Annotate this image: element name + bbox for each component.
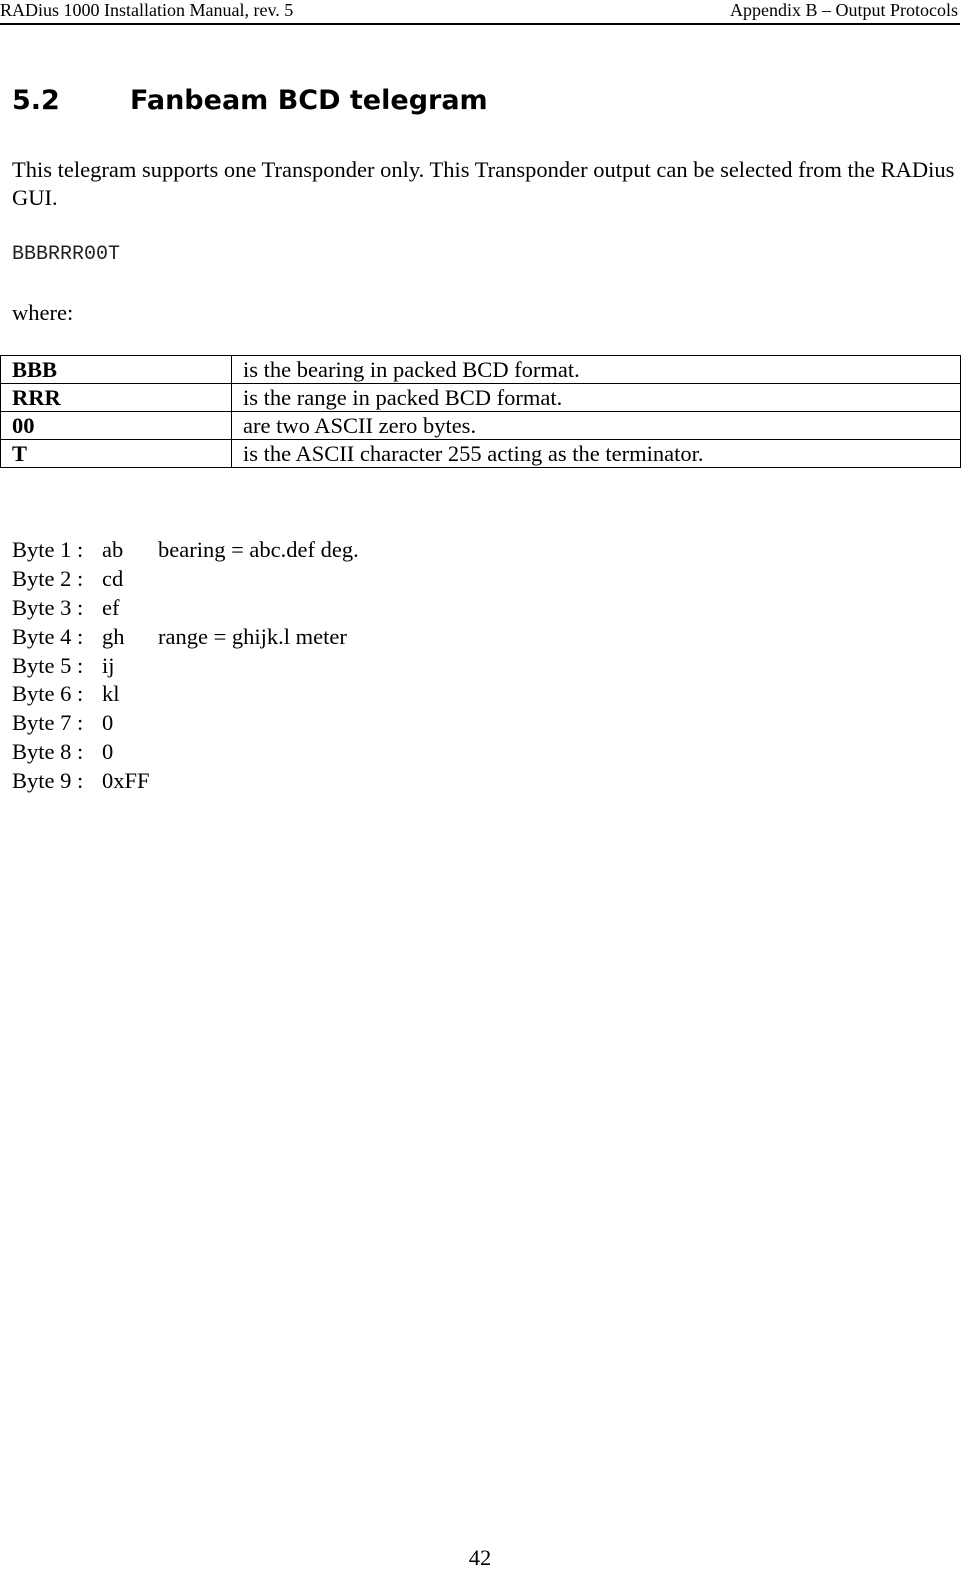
definition-term: BBB (1, 356, 232, 384)
byte-value: ef (102, 594, 120, 620)
byte-label: Byte 2 : (12, 565, 84, 591)
telegram-format-code: BBBRRR00T (12, 243, 121, 266)
definition-term: RRR (1, 384, 232, 412)
byte-value: cd (102, 565, 124, 591)
byte-value: ij (102, 652, 115, 678)
byte-label: Byte 5 : (12, 652, 84, 678)
byte-label: Byte 1 : (12, 537, 84, 562)
definition-description: is the bearing in packed BCD format. (232, 356, 961, 384)
definition-description: are two ASCII zero bytes. (232, 412, 961, 440)
header-appendix-title: Appendix B – Output Protocols (730, 0, 958, 20)
section-title: Fanbeam BCD telegram (130, 85, 488, 116)
where-label: where: (12, 300, 74, 325)
byte-value: gh (102, 623, 125, 649)
byte-label: Byte 3 : (12, 594, 84, 620)
byte-label: Byte 6 : (12, 681, 84, 707)
byte-value: ab (102, 537, 124, 562)
table-row (1, 356, 961, 384)
byte-note: bearing = abc.def deg. (158, 537, 359, 562)
byte-label: Byte 4 : (12, 623, 84, 649)
page-number: 42 (468, 1545, 492, 1570)
table-row (1, 412, 961, 440)
definitions-table (0, 355, 961, 468)
byte-value: kl (102, 681, 120, 707)
byte-note: range = ghijk.l meter (158, 623, 347, 649)
table-row (1, 384, 961, 412)
table-row (1, 440, 961, 468)
byte-label: Byte 8 : (12, 739, 84, 765)
definition-term: T (1, 440, 232, 468)
byte-value: 0 (102, 739, 114, 765)
section-number: 5.2 (12, 85, 60, 116)
intro-paragraph: This telegram supports one Transponder only. This Transponder output can be selected from the RADius GUI. (12, 157, 955, 210)
definition-description: is the ASCII character 255 acting as the terminator. (232, 440, 961, 468)
byte-value: 0 (102, 710, 114, 736)
section-heading (12, 84, 488, 118)
page-header (0, 0, 960, 25)
header-manual-title: RADius 1000 Installation Manual, rev. 5 (0, 0, 294, 20)
byte-label: Byte 7 : (12, 710, 84, 736)
definition-term: 00 (1, 412, 232, 440)
byte-label: Byte 9 : (12, 768, 84, 794)
definition-description: is the range in packed BCD format. (232, 384, 961, 412)
byte-value: 0xFF (102, 768, 150, 794)
